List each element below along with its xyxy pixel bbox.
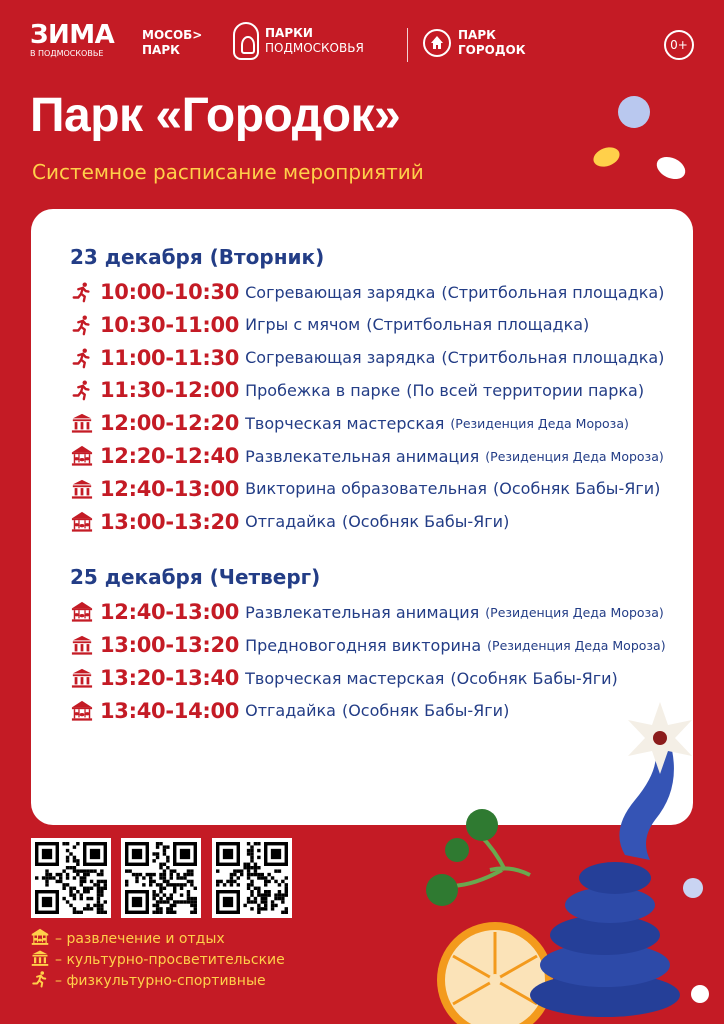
event-row: [71, 343, 664, 373]
event-place: (Особняк Бабы-Яги): [450, 668, 618, 688]
logo-divider: [407, 28, 408, 62]
qr-code-vk-image: [125, 842, 197, 914]
museum-icon: [31, 949, 55, 971]
event-name: Отгадайка: [245, 512, 336, 532]
event-name: Предновогодняя викторина: [245, 635, 482, 655]
museum-icon: [71, 412, 93, 434]
header: [30, 22, 694, 70]
event-place: (Стритбольная площадка): [441, 282, 665, 302]
event-place: (Резиденция Деда Мороза): [485, 448, 664, 464]
event-time: 12:00-12:20: [100, 411, 240, 436]
qr-code-3-image: [216, 842, 288, 914]
event-time: 10:00-10:30: [100, 280, 240, 304]
mosobpark-logo[interactable]: [142, 28, 202, 58]
event-time: 12:40-13:00: [100, 476, 240, 501]
legend-label: – развлечение и отдых: [55, 930, 225, 947]
running-icon: [71, 314, 93, 336]
legend-label: – культурно-просветительские: [55, 951, 285, 968]
event-place: (Особняк Бабы-Яги): [341, 701, 510, 721]
qr-code-1[interactable]: [31, 838, 111, 918]
legend: [31, 928, 285, 991]
qr-code-vk[interactable]: [121, 838, 201, 918]
page-title: Парк «Городок»: [30, 89, 401, 142]
carousel-icon: [71, 700, 93, 722]
event-name: Викторина образовательная: [245, 479, 488, 499]
event-place: (Особняк Бабы-Яги): [493, 479, 661, 499]
mosobpark-logo-line1: МОСОБ>: [142, 28, 203, 42]
legend-item: [31, 949, 285, 970]
orange-slice-icon: [437, 922, 553, 1024]
event-row: [71, 507, 509, 537]
museum-icon: [71, 478, 93, 500]
park-gorodok-logo[interactable]: [423, 28, 526, 58]
event-time: 12:40-13:00: [100, 600, 240, 625]
museum-icon: [71, 634, 93, 656]
zima-logo-title: ЗИМА: [30, 20, 115, 50]
christmas-tree-icon: [530, 702, 692, 1017]
legend-label: – физкультурно-спортивные: [55, 972, 266, 989]
legend-item: [31, 970, 285, 991]
event-name: Творческая мастерская: [245, 413, 445, 433]
parki-logo-line2: ПОДМОСКОВЬЯ: [265, 41, 364, 55]
event-name: Согревающая зарядка: [245, 348, 436, 368]
event-name: Отгадайка: [245, 701, 336, 721]
event-row: [71, 375, 644, 405]
event-row: [71, 630, 666, 660]
page-subtitle: Системное расписание мероприятий: [32, 160, 424, 184]
event-name: Согревающая зарядка: [245, 282, 436, 302]
parki-logo-line1: ПАРКИ: [265, 26, 313, 40]
carousel-icon: [71, 445, 93, 467]
zima-logo[interactable]: [30, 22, 114, 59]
running-icon: [71, 281, 93, 303]
event-place: (Стритбольная площадка): [366, 315, 590, 335]
event-row: [71, 277, 664, 307]
event-time: 13:40-14:00: [100, 698, 240, 723]
running-icon: [71, 347, 93, 369]
event-place: (Резиденция Деда Мороза): [450, 415, 629, 431]
mosobpark-logo-line2: ПАРК: [142, 43, 180, 57]
event-place: (Резиденция Деда Мороза): [487, 637, 666, 653]
museum-icon: [71, 667, 93, 689]
event-time: 11:00-11:30: [100, 345, 240, 370]
berry-sprig-icon: [426, 809, 530, 906]
day-title: 25 декабря (Четверг): [70, 565, 321, 590]
event-time: 11:30-12:00: [100, 378, 240, 403]
event-time: 12:20-12:40: [100, 444, 240, 468]
event-row: [71, 310, 589, 340]
confetti-blue-dot: [618, 96, 650, 128]
running-icon: [71, 379, 93, 401]
qr-code-1-image: [35, 842, 107, 914]
event-place: (Стритбольная площадка): [441, 348, 665, 368]
park-emblem-icon: [233, 22, 259, 60]
event-time: 13:00-13:20: [100, 633, 240, 658]
event-row: [71, 474, 660, 504]
event-time: 13:00-13:20: [100, 509, 240, 534]
running-icon: [31, 970, 55, 992]
age-rating-badge: 0+: [664, 30, 694, 60]
event-place: (Резиденция Деда Мороза): [485, 604, 664, 620]
confetti-white-dot: [653, 153, 689, 184]
decorative-illustration: [410, 690, 724, 1024]
event-time: 13:20-13:40: [100, 666, 240, 690]
qr-code-3[interactable]: [212, 838, 292, 918]
event-time: 10:30-11:00: [100, 312, 240, 337]
event-place: (Особняк Бабы-Яги): [341, 512, 510, 532]
event-row: [71, 441, 664, 471]
event-name: Развлекательная анимация: [245, 602, 480, 622]
event-row: [71, 597, 664, 627]
day-title: 23 декабря (Вторник): [70, 245, 325, 269]
zima-logo-subtitle: В ПОДМОСКОВЬЕ: [30, 49, 104, 58]
carousel-icon: [71, 601, 93, 623]
legend-item: [31, 928, 285, 949]
gorodok-logo-line1: ПАРК: [458, 28, 496, 42]
event-row: [71, 663, 618, 693]
event-row: [71, 408, 629, 438]
confetti-yellow-dot: [591, 144, 623, 170]
event-name: Творческая мастерская: [245, 668, 445, 688]
carousel-icon: [71, 511, 93, 533]
event-name: Развлекательная анимация: [245, 446, 480, 466]
carousel-icon: [31, 928, 55, 950]
event-name: Игры с мячом: [245, 315, 361, 335]
gorodok-logo-line2: ГОРОДОК: [458, 43, 526, 57]
event-name: Пробежка в парке: [245, 380, 401, 400]
event-place: (По всей территории парка): [406, 380, 645, 400]
gorodok-emblem-icon: [423, 29, 451, 57]
parki-podmoskovya-logo[interactable]: [233, 22, 364, 60]
